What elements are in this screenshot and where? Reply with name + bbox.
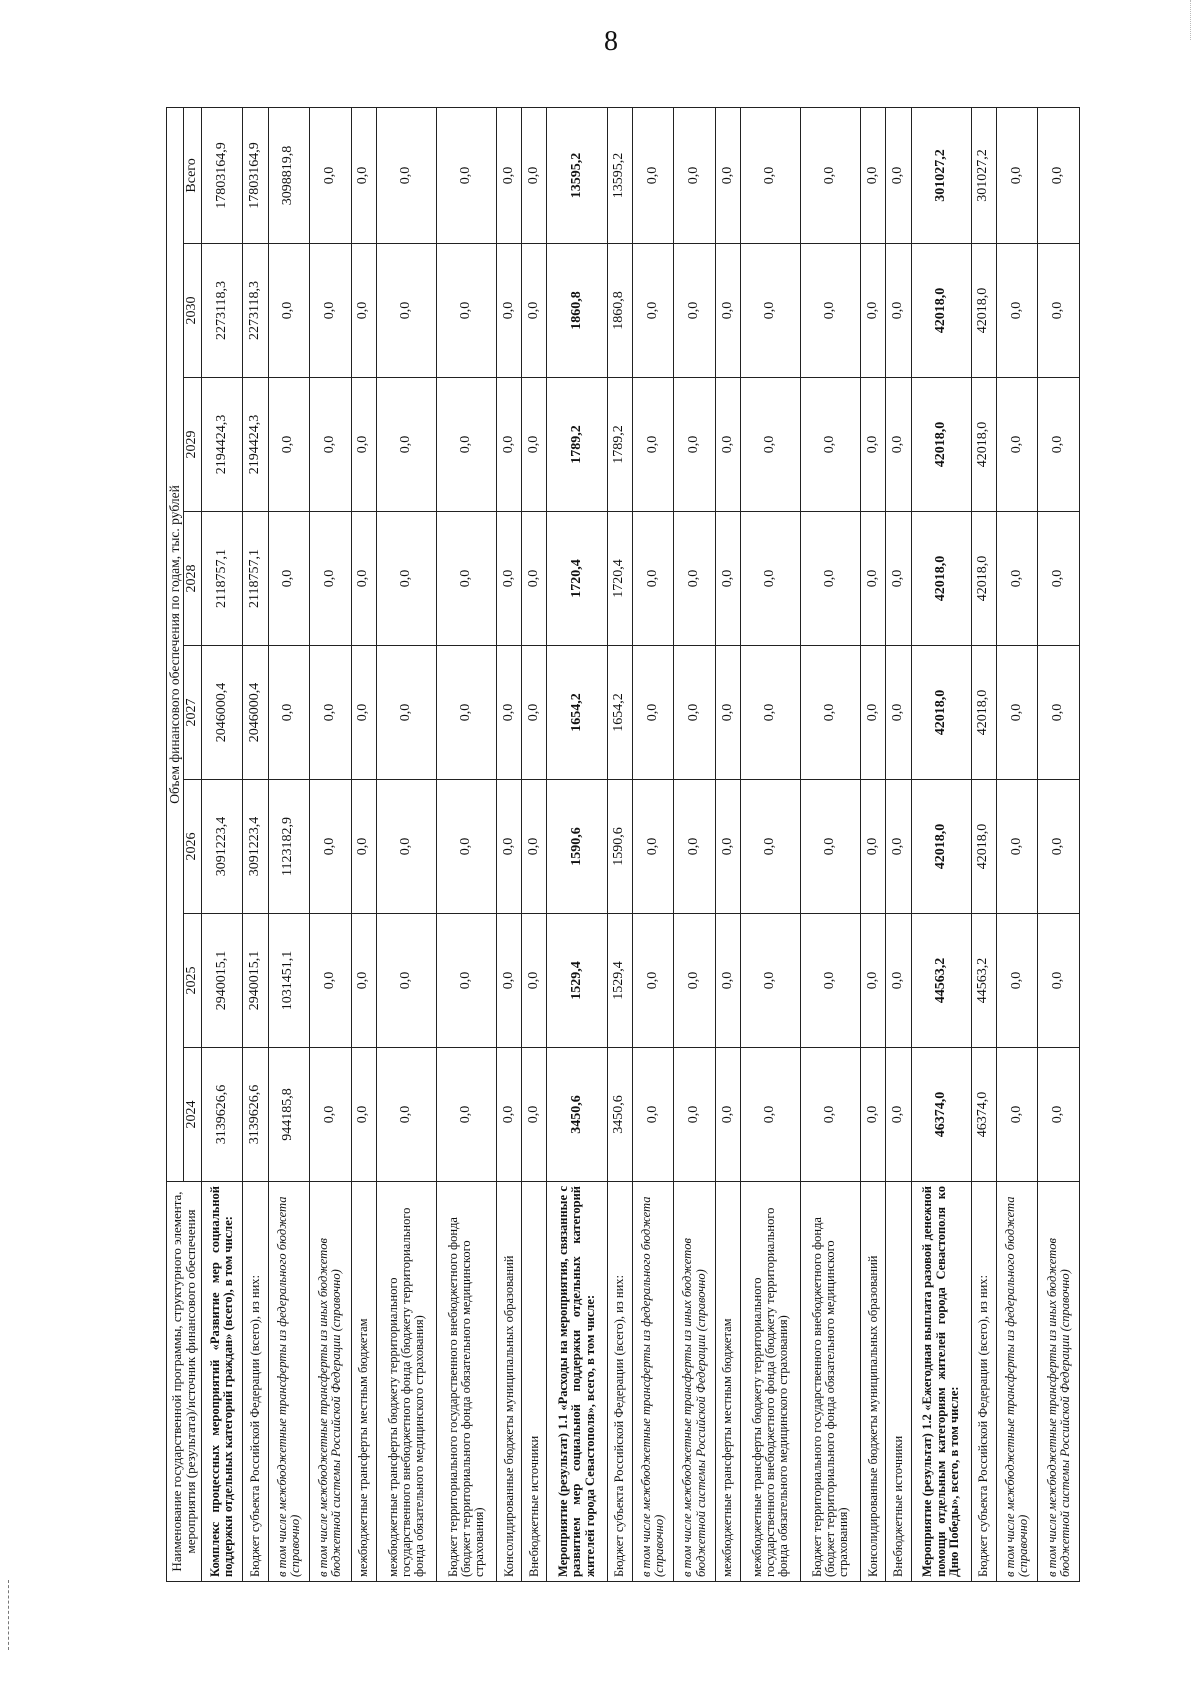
row-year-value: 0,0 bbox=[436, 646, 496, 780]
row-total-value: 0,0 bbox=[861, 107, 886, 243]
row-year-value: 0,0 bbox=[740, 646, 800, 780]
row-year-value: 42018,0 bbox=[911, 780, 971, 914]
row-year-value: 2194424,3 bbox=[243, 378, 268, 512]
row-label: Бюджет субъекта Российской Федерации (всего), из них: bbox=[971, 1182, 996, 1582]
row-year-value: 44563,2 bbox=[911, 914, 971, 1048]
row-year-value: 0,0 bbox=[861, 378, 886, 512]
row-year-value: 1789,2 bbox=[607, 378, 632, 512]
table-row bbox=[632, 107, 674, 1581]
table-body bbox=[201, 107, 1079, 1581]
row-label: в том числе межбюджетные трансферты из иных бюджетов бюджетной системы Российской Федерации (справочно) bbox=[674, 1182, 716, 1582]
row-year-value: 944185,8 bbox=[268, 1048, 310, 1182]
header-year: 2026 bbox=[184, 780, 202, 914]
row-total-value: 301027,2 bbox=[911, 107, 971, 243]
row-year-value: 0,0 bbox=[351, 378, 376, 512]
row-year-value: 2273118,3 bbox=[201, 244, 243, 378]
row-year-value: 2118757,1 bbox=[201, 512, 243, 646]
row-year-value: 0,0 bbox=[996, 914, 1038, 1048]
row-year-value: 0,0 bbox=[801, 378, 861, 512]
row-year-value: 0,0 bbox=[376, 646, 436, 780]
row-year-value: 0,0 bbox=[376, 780, 436, 914]
row-year-value: 3450,6 bbox=[607, 1048, 632, 1182]
row-total-value: 13595,2 bbox=[547, 107, 607, 243]
row-label: Комплекс процессных мероприятий «Развитие мер социальной поддержки отдельных категорий граждан» (всего), в том числе: bbox=[201, 1182, 243, 1582]
row-label: Внебюджетные источники bbox=[886, 1182, 911, 1582]
row-year-value: 0,0 bbox=[740, 914, 800, 1048]
row-year-value: 0,0 bbox=[996, 512, 1038, 646]
financing-table bbox=[166, 107, 1080, 1582]
row-year-value: 0,0 bbox=[801, 914, 861, 1048]
row-label: в том числе межбюджетные трансферты из федерального бюджета (справочно) bbox=[996, 1182, 1038, 1582]
row-year-value: 1789,2 bbox=[547, 378, 607, 512]
row-year-value: 0,0 bbox=[310, 914, 352, 1048]
row-year-value: 0,0 bbox=[632, 780, 674, 914]
row-year-value: 2940015,1 bbox=[243, 914, 268, 1048]
row-year-value: 0,0 bbox=[886, 512, 911, 646]
table-row bbox=[715, 107, 740, 1581]
row-year-value: 0,0 bbox=[632, 244, 674, 378]
row-year-value: 0,0 bbox=[522, 244, 547, 378]
row-year-value: 0,0 bbox=[1038, 646, 1080, 780]
table-row bbox=[971, 107, 996, 1581]
table-row bbox=[497, 107, 522, 1581]
row-year-value: 0,0 bbox=[861, 646, 886, 780]
row-year-value: 0,0 bbox=[674, 378, 716, 512]
row-year-value: 0,0 bbox=[497, 646, 522, 780]
header-year: 2024 bbox=[184, 1048, 202, 1182]
table-row bbox=[911, 107, 971, 1581]
row-year-value: 0,0 bbox=[674, 780, 716, 914]
row-year-value: 0,0 bbox=[886, 1048, 911, 1182]
row-year-value: 1860,8 bbox=[607, 244, 632, 378]
row-year-value: 0,0 bbox=[268, 378, 310, 512]
row-year-value: 0,0 bbox=[861, 244, 886, 378]
header-year: 2027 bbox=[184, 646, 202, 780]
row-year-value: 0,0 bbox=[268, 646, 310, 780]
row-year-value: 0,0 bbox=[351, 1048, 376, 1182]
row-year-value: 0,0 bbox=[497, 378, 522, 512]
row-year-value: 0,0 bbox=[715, 1048, 740, 1182]
header-name-column: Наименование государственной программы, структурного элемента, мероприятия (результата)/источник финансового обеспечения bbox=[167, 1182, 202, 1582]
table-row bbox=[607, 107, 632, 1581]
row-year-value: 1720,4 bbox=[607, 512, 632, 646]
row-year-value: 42018,0 bbox=[971, 512, 996, 646]
row-year-value: 0,0 bbox=[497, 1048, 522, 1182]
row-year-value: 0,0 bbox=[351, 780, 376, 914]
row-year-value: 0,0 bbox=[715, 378, 740, 512]
row-label: Бюджет территориального государственного внебюджетного фонда (бюджет территориального фонда обязательного медицинского страхования) bbox=[801, 1182, 861, 1582]
row-year-value: 42018,0 bbox=[971, 780, 996, 914]
row-year-value: 1590,6 bbox=[607, 780, 632, 914]
row-year-value: 0,0 bbox=[674, 914, 716, 1048]
row-year-value: 0,0 bbox=[351, 244, 376, 378]
row-year-value: 3091223,4 bbox=[201, 780, 243, 914]
header-year: 2029 bbox=[184, 378, 202, 512]
row-year-value: 42018,0 bbox=[911, 378, 971, 512]
row-year-value: 1123182,9 bbox=[268, 780, 310, 914]
row-year-value: 0,0 bbox=[740, 1048, 800, 1182]
row-year-value: 44563,2 bbox=[971, 914, 996, 1048]
row-year-value: 0,0 bbox=[801, 646, 861, 780]
row-year-value: 0,0 bbox=[801, 1048, 861, 1182]
row-year-value: 0,0 bbox=[1038, 512, 1080, 646]
row-total-value: 0,0 bbox=[497, 107, 522, 243]
row-year-value: 0,0 bbox=[740, 512, 800, 646]
table-row bbox=[436, 107, 496, 1581]
row-label: межбюджетные трансферты бюджету территориального государственного внебюджетного фонда (бюджету территориального фонда обязательного медицинского страхования) bbox=[376, 1182, 436, 1582]
row-year-value: 42018,0 bbox=[911, 646, 971, 780]
header-total: Всего bbox=[184, 107, 202, 243]
rotated-table-container bbox=[166, 108, 1080, 1582]
row-year-value: 0,0 bbox=[1038, 914, 1080, 1048]
row-year-value: 2940015,1 bbox=[201, 914, 243, 1048]
row-label: в том числе межбюджетные трансферты из иных бюджетов бюджетной системы Российской Федерации (справочно) bbox=[1038, 1182, 1080, 1582]
row-year-value: 0,0 bbox=[886, 914, 911, 1048]
row-year-value: 0,0 bbox=[1038, 378, 1080, 512]
row-year-value: 3139626,6 bbox=[243, 1048, 268, 1182]
table-row bbox=[996, 107, 1038, 1581]
row-total-value: 0,0 bbox=[674, 107, 716, 243]
row-label: Бюджет субъекта Российской Федерации (всего), из них: bbox=[243, 1182, 268, 1582]
row-year-value: 0,0 bbox=[996, 378, 1038, 512]
page-number: 8 bbox=[604, 26, 618, 57]
table-row bbox=[886, 107, 911, 1581]
header-group-title: Объем финансового обеспечения по годам, тыс. рублей bbox=[167, 107, 184, 1181]
row-year-value: 0,0 bbox=[886, 244, 911, 378]
margin-scan-mark bbox=[8, 1580, 10, 1650]
row-total-value: 17803164,9 bbox=[201, 107, 243, 243]
table-row bbox=[674, 107, 716, 1581]
row-year-value: 2194424,3 bbox=[201, 378, 243, 512]
row-total-value: 0,0 bbox=[715, 107, 740, 243]
row-year-value: 0,0 bbox=[1038, 780, 1080, 914]
row-year-value: 0,0 bbox=[861, 914, 886, 1048]
table-row bbox=[201, 107, 243, 1581]
row-total-value: 301027,2 bbox=[971, 107, 996, 243]
row-year-value: 3139626,6 bbox=[201, 1048, 243, 1182]
row-year-value: 46374,0 bbox=[911, 1048, 971, 1182]
table-row bbox=[268, 107, 310, 1581]
row-year-value: 1654,2 bbox=[547, 646, 607, 780]
row-year-value: 2046000,4 bbox=[201, 646, 243, 780]
table-row bbox=[1038, 107, 1080, 1581]
row-label: Консолидированные бюджеты муниципальных образований bbox=[861, 1182, 886, 1582]
header-year: 2030 bbox=[184, 244, 202, 378]
header-year: 2025 bbox=[184, 914, 202, 1048]
row-year-value: 0,0 bbox=[740, 780, 800, 914]
row-label: межбюджетные трансферты местным бюджетам bbox=[715, 1182, 740, 1582]
row-year-value: 0,0 bbox=[740, 378, 800, 512]
row-year-value: 1720,4 bbox=[547, 512, 607, 646]
header-row-top bbox=[167, 107, 184, 1581]
row-total-value: 0,0 bbox=[801, 107, 861, 243]
row-label: в том числе межбюджетные трансферты из федерального бюджета (справочно) bbox=[632, 1182, 674, 1582]
row-year-value: 0,0 bbox=[310, 646, 352, 780]
table-row bbox=[310, 107, 352, 1581]
row-year-value: 0,0 bbox=[801, 244, 861, 378]
row-year-value: 0,0 bbox=[861, 1048, 886, 1182]
row-year-value: 0,0 bbox=[522, 914, 547, 1048]
row-year-value: 0,0 bbox=[497, 244, 522, 378]
row-year-value: 3450,6 bbox=[547, 1048, 607, 1182]
row-year-value: 0,0 bbox=[376, 914, 436, 1048]
table-row bbox=[801, 107, 861, 1581]
row-year-value: 0,0 bbox=[351, 914, 376, 1048]
row-year-value: 0,0 bbox=[632, 646, 674, 780]
row-year-value: 0,0 bbox=[351, 646, 376, 780]
row-year-value: 0,0 bbox=[886, 780, 911, 914]
row-year-value: 46374,0 bbox=[971, 1048, 996, 1182]
row-year-value: 0,0 bbox=[522, 378, 547, 512]
row-label: Бюджет субъекта Российской Федерации (всего), из них: bbox=[607, 1182, 632, 1582]
row-total-value: 0,0 bbox=[1038, 107, 1080, 243]
row-year-value: 0,0 bbox=[522, 512, 547, 646]
row-year-value: 0,0 bbox=[310, 780, 352, 914]
table-row bbox=[243, 107, 268, 1581]
row-year-value: 42018,0 bbox=[971, 378, 996, 512]
row-year-value: 0,0 bbox=[436, 914, 496, 1048]
row-total-value: 0,0 bbox=[740, 107, 800, 243]
row-year-value: 0,0 bbox=[715, 244, 740, 378]
row-year-value: 0,0 bbox=[996, 244, 1038, 378]
row-total-value: 13595,2 bbox=[607, 107, 632, 243]
row-year-value: 0,0 bbox=[715, 512, 740, 646]
table-row bbox=[740, 107, 800, 1581]
row-year-value: 0,0 bbox=[801, 512, 861, 646]
row-year-value: 2118757,1 bbox=[243, 512, 268, 646]
row-year-value: 42018,0 bbox=[911, 512, 971, 646]
row-year-value: 0,0 bbox=[861, 512, 886, 646]
row-year-value: 0,0 bbox=[436, 780, 496, 914]
row-year-value: 0,0 bbox=[632, 914, 674, 1048]
row-year-value: 1031451,1 bbox=[268, 914, 310, 1048]
row-year-value: 0,0 bbox=[310, 1048, 352, 1182]
row-year-value: 0,0 bbox=[497, 914, 522, 1048]
row-year-value: 1590,6 bbox=[547, 780, 607, 914]
row-year-value: 0,0 bbox=[861, 780, 886, 914]
row-year-value: 0,0 bbox=[1038, 244, 1080, 378]
row-total-value: 0,0 bbox=[632, 107, 674, 243]
margin-scan-mark-top bbox=[1190, 0, 1192, 40]
row-total-value: 0,0 bbox=[436, 107, 496, 243]
row-year-value: 0,0 bbox=[268, 512, 310, 646]
row-year-value: 0,0 bbox=[522, 1048, 547, 1182]
row-year-value: 0,0 bbox=[674, 1048, 716, 1182]
row-total-value: 0,0 bbox=[996, 107, 1038, 243]
row-year-value: 0,0 bbox=[522, 646, 547, 780]
row-year-value: 0,0 bbox=[310, 244, 352, 378]
row-label: Консолидированные бюджеты муниципальных образований bbox=[497, 1182, 522, 1582]
row-label: межбюджетные трансферты местным бюджетам bbox=[351, 1182, 376, 1582]
row-year-value: 0,0 bbox=[674, 244, 716, 378]
row-year-value: 0,0 bbox=[436, 1048, 496, 1182]
row-label: Мероприятие (результат) 1.1 «Расходы на мероприятия, связанные с развитием мер социальной поддержки отдельных категорий жителей города Севастополя», всего, в том числе: bbox=[547, 1182, 607, 1582]
row-year-value: 1529,4 bbox=[547, 914, 607, 1048]
row-year-value: 0,0 bbox=[632, 378, 674, 512]
row-year-value: 0,0 bbox=[268, 244, 310, 378]
row-year-value: 0,0 bbox=[996, 646, 1038, 780]
row-year-value: 0,0 bbox=[886, 378, 911, 512]
row-year-value: 1860,8 bbox=[547, 244, 607, 378]
table-row bbox=[861, 107, 886, 1581]
row-year-value: 42018,0 bbox=[971, 646, 996, 780]
row-label: межбюджетные трансферты бюджету территориального государственного внебюджетного фонда (бюджету территориального фонда обязательного медицинского страхования) bbox=[740, 1182, 800, 1582]
row-year-value: 0,0 bbox=[310, 512, 352, 646]
row-year-value: 0,0 bbox=[310, 378, 352, 512]
row-year-value: 0,0 bbox=[436, 244, 496, 378]
row-year-value: 0,0 bbox=[801, 780, 861, 914]
row-year-value: 3091223,4 bbox=[243, 780, 268, 914]
row-total-value: 0,0 bbox=[376, 107, 436, 243]
row-year-value: 42018,0 bbox=[971, 244, 996, 378]
row-total-value: 0,0 bbox=[351, 107, 376, 243]
table-row bbox=[351, 107, 376, 1581]
row-total-value: 0,0 bbox=[886, 107, 911, 243]
row-total-value: 0,0 bbox=[310, 107, 352, 243]
row-label: Бюджет территориального государственного внебюджетного фонда (бюджет территориального фонда обязательного медицинского страхования) bbox=[436, 1182, 496, 1582]
row-year-value: 0,0 bbox=[1038, 1048, 1080, 1182]
row-year-value: 2273118,3 bbox=[243, 244, 268, 378]
row-year-value: 0,0 bbox=[376, 512, 436, 646]
row-year-value: 42018,0 bbox=[911, 244, 971, 378]
row-label: в том числе межбюджетные трансферты из федерального бюджета (справочно) bbox=[268, 1182, 310, 1582]
header-year: 2028 bbox=[184, 512, 202, 646]
row-year-value: 0,0 bbox=[522, 780, 547, 914]
row-year-value: 0,0 bbox=[996, 780, 1038, 914]
row-total-value: 17803164,9 bbox=[243, 107, 268, 243]
table-row bbox=[376, 107, 436, 1581]
row-year-value: 0,0 bbox=[497, 780, 522, 914]
row-year-value: 0,0 bbox=[674, 646, 716, 780]
row-year-value: 0,0 bbox=[436, 512, 496, 646]
table-row bbox=[522, 107, 547, 1581]
row-year-value: 0,0 bbox=[674, 512, 716, 646]
row-total-value: 0,0 bbox=[522, 107, 547, 243]
row-year-value: 2046000,4 bbox=[243, 646, 268, 780]
row-year-value: 0,0 bbox=[436, 378, 496, 512]
row-label: Внебюджетные источники bbox=[522, 1182, 547, 1582]
row-year-value: 0,0 bbox=[886, 646, 911, 780]
row-year-value: 1654,2 bbox=[607, 646, 632, 780]
row-year-value: 0,0 bbox=[715, 914, 740, 1048]
row-year-value: 0,0 bbox=[351, 512, 376, 646]
row-year-value: 0,0 bbox=[715, 646, 740, 780]
row-label: в том числе межбюджетные трансферты из иных бюджетов бюджетной системы Российской Федерации (справочно) bbox=[310, 1182, 352, 1582]
row-label: Мероприятие (результат) 1.2 «Ежегодная выплата разовой денежной помощи отдельным категориям жителей города Севастополя ко Дню Победы», всего, в том числе: bbox=[911, 1182, 971, 1582]
row-year-value: 0,0 bbox=[376, 1048, 436, 1182]
row-year-value: 0,0 bbox=[376, 244, 436, 378]
row-year-value: 0,0 bbox=[497, 512, 522, 646]
row-year-value: 0,0 bbox=[715, 780, 740, 914]
row-year-value: 0,0 bbox=[740, 244, 800, 378]
row-year-value: 0,0 bbox=[632, 1048, 674, 1182]
row-year-value: 0,0 bbox=[996, 1048, 1038, 1182]
row-year-value: 0,0 bbox=[376, 378, 436, 512]
row-total-value: 3098819,8 bbox=[268, 107, 310, 243]
table-row bbox=[547, 107, 607, 1581]
row-year-value: 1529,4 bbox=[607, 914, 632, 1048]
row-year-value: 0,0 bbox=[632, 512, 674, 646]
